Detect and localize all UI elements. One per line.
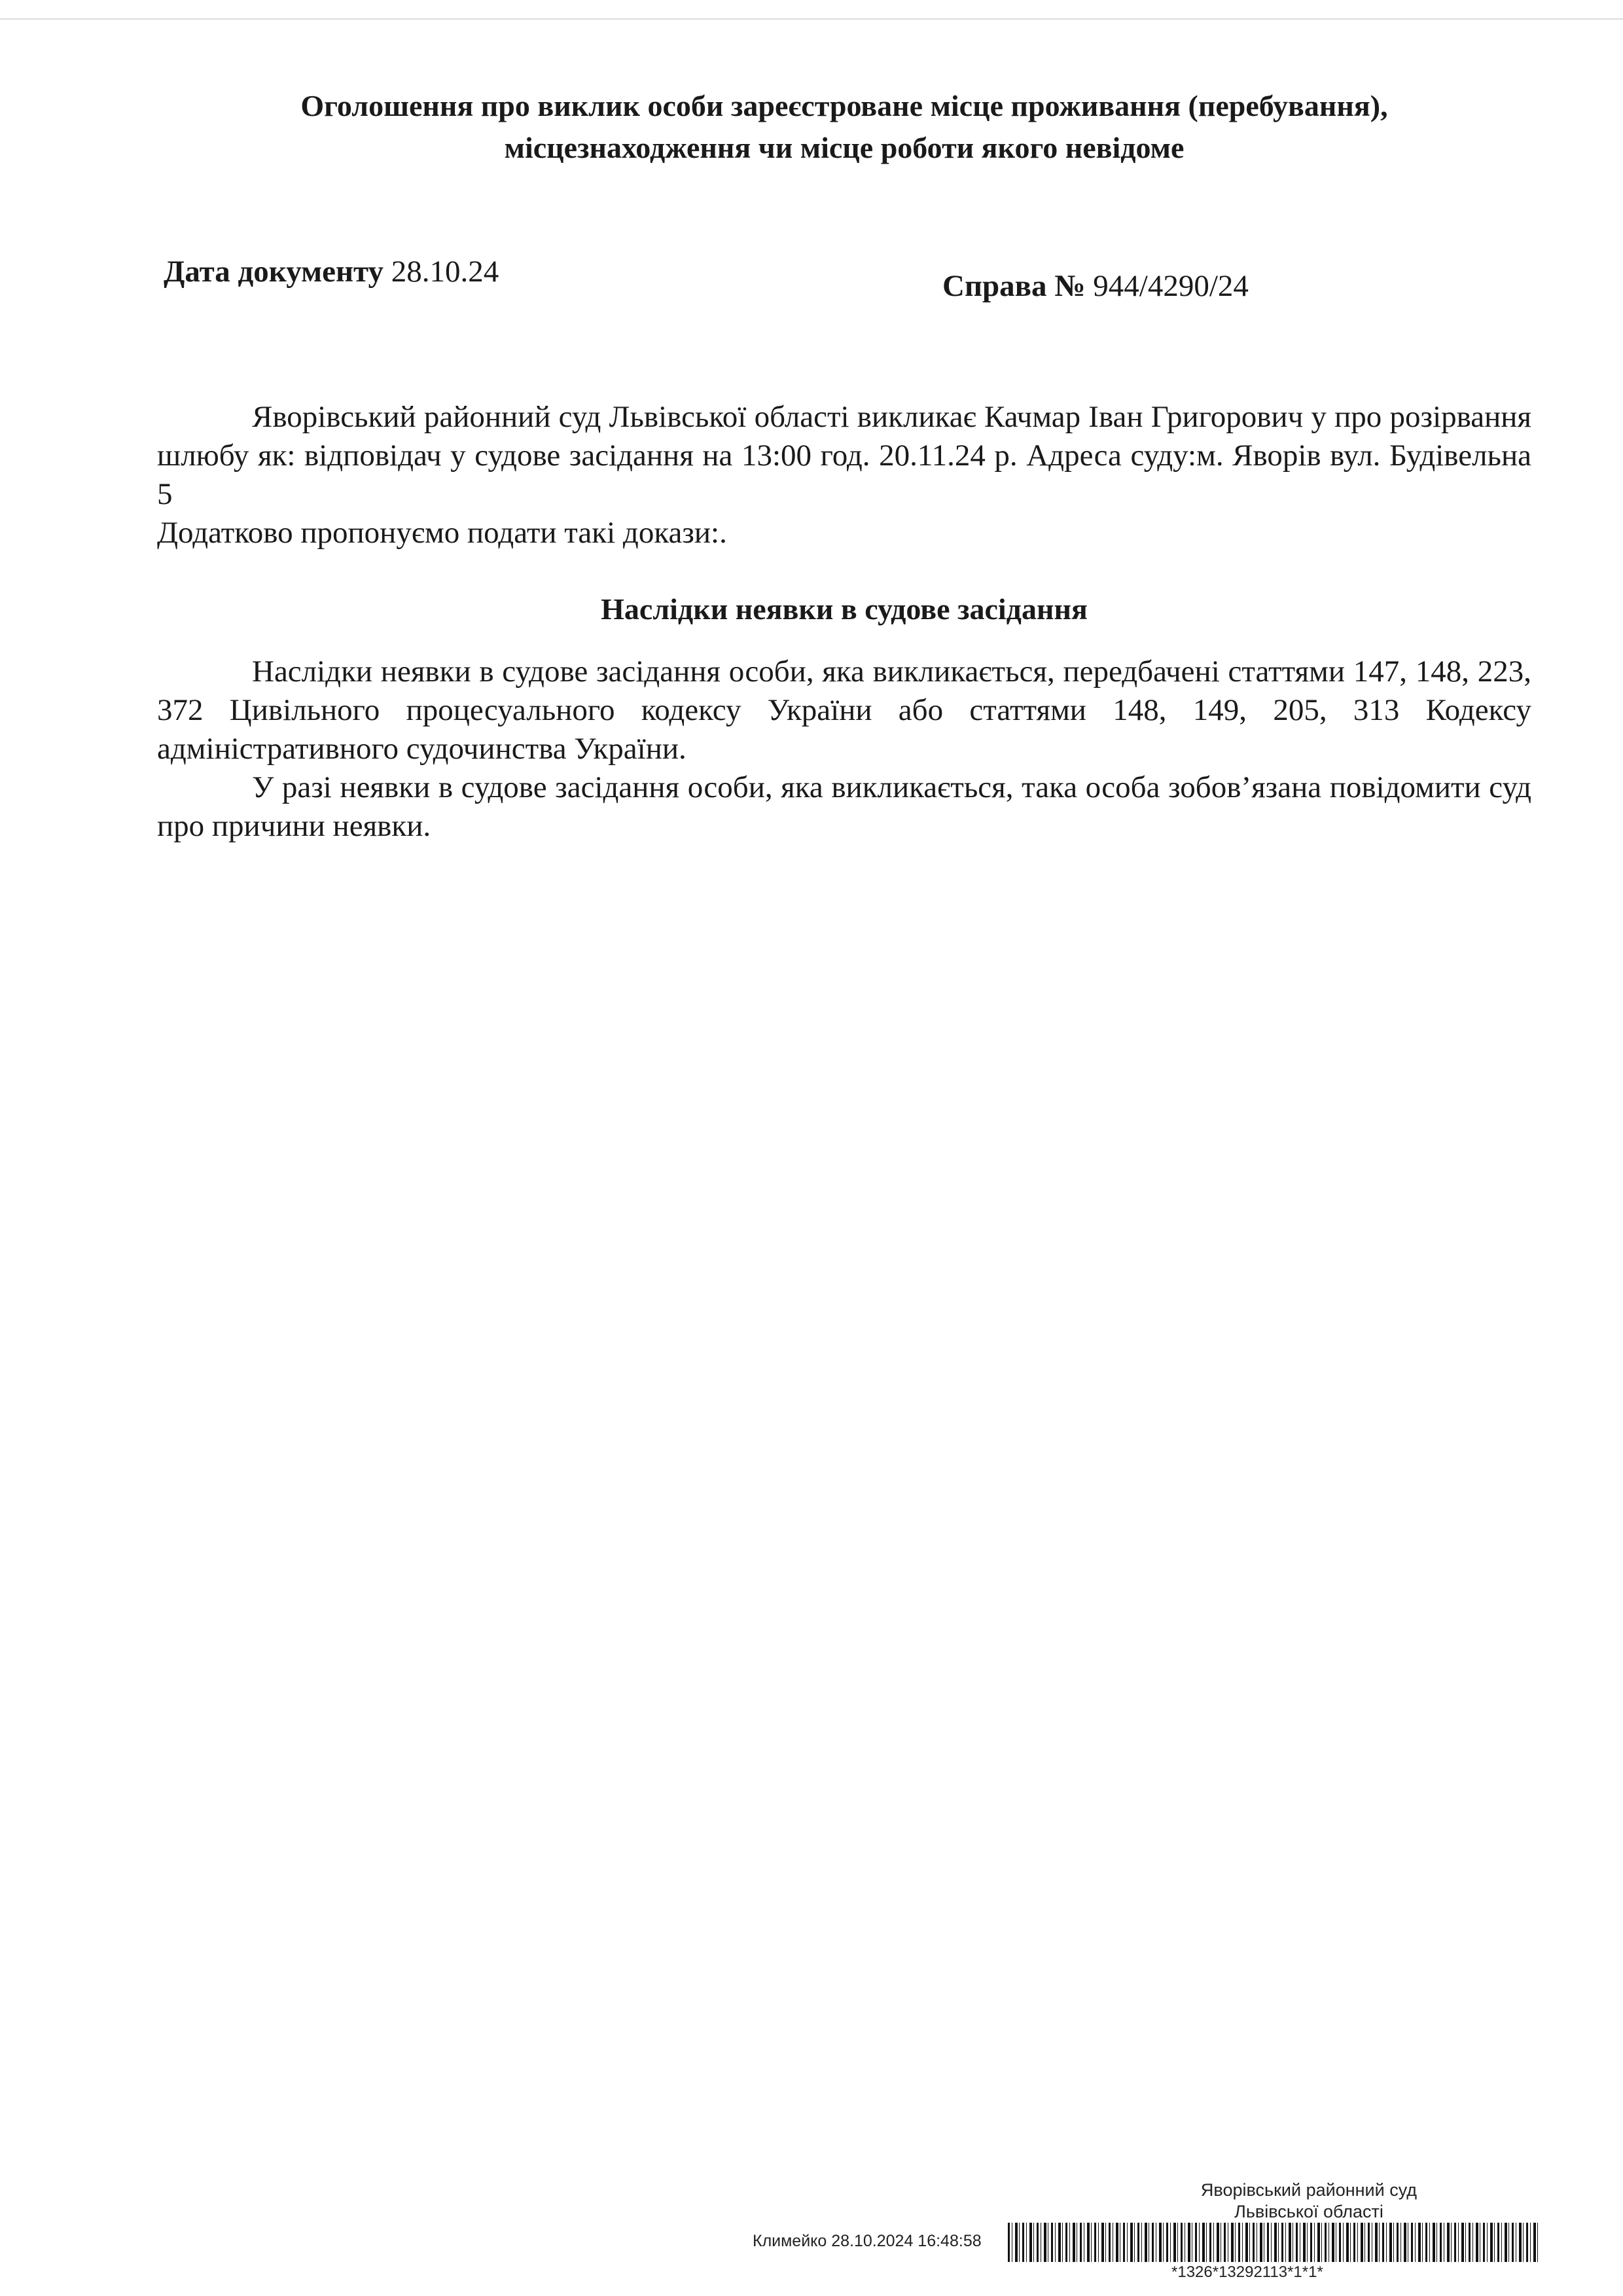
stamp-court-line-1: Яворівський районний суд bbox=[1200, 2180, 1418, 2200]
summons-paragraph: Яворівський районний суд Львівської області викликає Качмар Іван Григорович у про розірвання шлюбу як: відповідач у судове засідання на 13:00 год. 20.11.24 р. Адреса суду:м. Яворів вул. Будівельна 5 bbox=[157, 400, 1531, 511]
date-label: Дата документу bbox=[164, 255, 384, 289]
barcode-code: *1326*13292113*1*1* bbox=[1171, 2263, 1323, 2281]
title-line-2: місцезнаходження чи місце роботи якого невідоме bbox=[504, 131, 1185, 164]
evidence-paragraph: Додатково пропонуємо подати такі докази:. bbox=[157, 516, 727, 550]
document-page bbox=[157, 85, 1531, 846]
document-title bbox=[157, 85, 1531, 169]
case-number bbox=[942, 268, 1249, 304]
case-label: Справа № bbox=[942, 269, 1086, 303]
date-value: 28.10.24 bbox=[391, 255, 499, 289]
barcode-icon bbox=[1008, 2223, 1538, 2262]
consequences-heading: Наслідки неявки в судове засідання bbox=[601, 592, 1088, 626]
stamp-court-name bbox=[1158, 2179, 1459, 2223]
consequences-paragraph-1: Наслідки неявки в судове засідання особи, яка викликається, передбачені статтями 147, 148, 223, 372 Цивільного процесуального кодексу України або статтями 148, 149, 205, 313 Кодексу адміністративного судочинства України. bbox=[157, 655, 1531, 766]
registry-stamp bbox=[753, 2179, 1538, 2296]
clerk-timestamp: Климейко 28.10.2024 16:48:58 bbox=[753, 2232, 982, 2250]
document-date bbox=[164, 254, 499, 289]
stamp-court-line-2: Львівської області bbox=[1234, 2202, 1383, 2221]
title-line-1: Оголошення про виклик особи зареєстроване місце проживання (перебування), bbox=[300, 89, 1388, 122]
meta-row bbox=[157, 254, 1531, 326]
case-value: 944/4290/24 bbox=[1093, 269, 1249, 303]
scan-edge bbox=[0, 18, 1623, 20]
consequences-paragraph-2: У разі неявки в судове засідання особи, яка викликається, така особа зобов’язана повідомити суд про причини неявки. bbox=[157, 770, 1531, 843]
